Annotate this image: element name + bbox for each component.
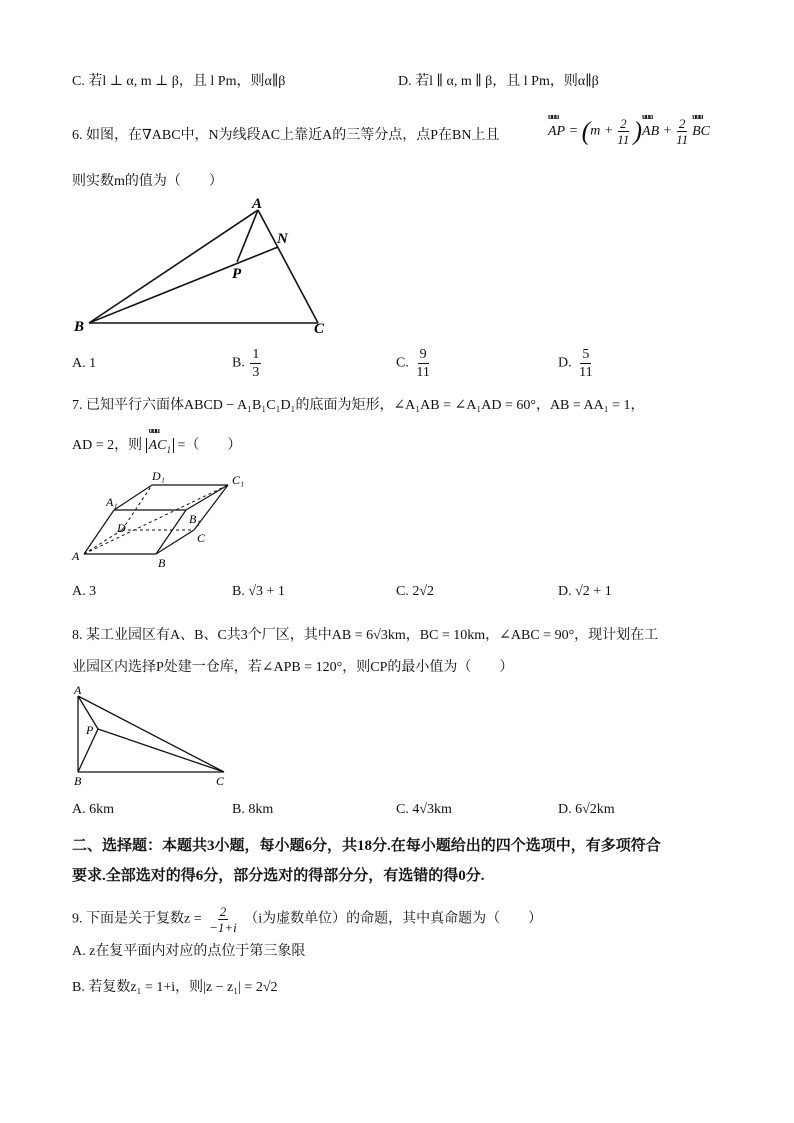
q8-label-a: A bbox=[74, 683, 82, 697]
q6-option-c bbox=[396, 346, 434, 381]
q8-label-c: C bbox=[216, 774, 225, 788]
q9-stem-text: 下面是关于复数z = bbox=[86, 911, 202, 927]
frac-2-11-a: $\frac{2}{11}$ bbox=[617, 116, 630, 147]
q8-triangle-figure bbox=[72, 684, 242, 789]
q7-label-d: D bbox=[117, 521, 126, 535]
q8-option-c-value: 4√3km bbox=[412, 802, 452, 817]
frac-5-11: $\frac{5}{11}$ bbox=[579, 347, 593, 380]
q7-stem-text-3: =（ ） bbox=[177, 438, 242, 453]
q7-option-c bbox=[396, 582, 434, 602]
q6-stem-line1 bbox=[72, 126, 499, 146]
q7-label-c: C bbox=[197, 531, 206, 545]
q7-option-d-label: D. bbox=[558, 584, 572, 599]
q5-option-c-text: 若l ⊥ α, m ⊥ β，且 l Pm，则α∥β bbox=[88, 74, 286, 89]
q7-option-c-label: C. bbox=[396, 584, 409, 599]
q6-triangle-figure bbox=[72, 198, 332, 338]
q8-option-c-label: C. bbox=[396, 802, 409, 817]
q7-option-c-value: 2√2 bbox=[412, 584, 435, 599]
q7-edge-bc bbox=[156, 530, 194, 554]
q8-label-b: B bbox=[74, 774, 82, 788]
q7-parallelepiped-figure bbox=[72, 470, 262, 575]
q7-option-a-label: A. bbox=[72, 584, 86, 599]
q6-option-a-value: 1 bbox=[89, 356, 97, 371]
q9-option-b-text: 若复数z₁ = 1+i，则|z − z₁| = 2√2 bbox=[88, 980, 278, 995]
q6-stem-text: 如图，在∇ABC中，N为线段AC上靠近A的三等分点，点P在BN上且 bbox=[86, 128, 500, 143]
frac-2-11-b: $\frac{2}{11}$ bbox=[676, 116, 689, 147]
q9-stem-text-2: （i为虚数单位）的命题，其中真命题为（ ） bbox=[244, 911, 543, 927]
q8-stem-line2 bbox=[72, 658, 513, 678]
frac-1-3: $\frac{1}{3}$ bbox=[252, 347, 260, 380]
q9-number: 9. bbox=[72, 911, 83, 927]
vec-ac1: uuu $AC_1$ bbox=[149, 436, 171, 460]
q8-option-b-label: B. bbox=[232, 802, 245, 817]
q7-label-a1: A₁ bbox=[106, 495, 118, 509]
q6-label-a: A bbox=[252, 196, 263, 212]
q8-option-b-value: 8km bbox=[248, 802, 274, 817]
q6-stem-text-2: 则实数m的值为（ ） bbox=[72, 174, 223, 189]
q9-option-a-label: A. bbox=[72, 944, 86, 959]
q8-number: 8. bbox=[72, 628, 83, 643]
q6-option-d-label: D. bbox=[558, 355, 572, 371]
q8-option-a-value: 6km bbox=[89, 802, 115, 817]
q7-label-b: B bbox=[158, 556, 166, 570]
q8-option-d bbox=[558, 800, 615, 820]
q7-option-a-value: 3 bbox=[89, 584, 97, 599]
q8-stem-line1 bbox=[72, 626, 658, 646]
q5-option-d-label: D. bbox=[398, 74, 412, 89]
q6-segment-bn bbox=[89, 247, 278, 323]
vec-bc: uuu BC bbox=[692, 122, 710, 142]
q8-option-a-label: A. bbox=[72, 802, 86, 817]
q7-stem-line1 bbox=[72, 396, 645, 416]
q8-option-c bbox=[396, 800, 452, 820]
vec-ab: uuu AB bbox=[642, 122, 659, 142]
q7-option-a bbox=[72, 582, 96, 602]
q7-stem-line2 bbox=[72, 436, 241, 460]
q6-option-a-label: A. bbox=[72, 356, 86, 371]
q6-label-n: N bbox=[277, 231, 288, 247]
q7-edge-bb1 bbox=[156, 510, 186, 554]
paren-open: ( bbox=[581, 116, 591, 146]
q8-option-a bbox=[72, 800, 114, 820]
q7-hidden-dd1 bbox=[122, 485, 152, 530]
q7-option-b bbox=[232, 582, 285, 602]
q7-option-b-label: B. bbox=[232, 584, 245, 599]
q8-stem-text-2: 业园区内选择P处建一仓库，若∠APB = 120°，则CP的最小值为（ ） bbox=[72, 660, 514, 675]
q7-option-d-value: √2 + 1 bbox=[575, 584, 612, 599]
q9-fraction: $\frac{2}{-1+i}$ bbox=[209, 904, 237, 935]
q6-vector-equation: uuu AP = (m + $\frac{2}{11}$ )uuu AB + $\frac{2}{11}$ uuu BC bbox=[548, 116, 710, 147]
q6-number: 6. bbox=[72, 128, 83, 143]
q8-option-b bbox=[232, 800, 273, 820]
q6-option-a bbox=[72, 354, 96, 374]
q6-stem-line2 bbox=[72, 172, 223, 192]
vec-ap: uuu AP bbox=[548, 122, 565, 142]
q6-option-b-label: B. bbox=[232, 355, 245, 371]
q7-vector-magnitude bbox=[146, 438, 174, 453]
q9-option-a-text: z在复平面内对应的点位于第三象限 bbox=[89, 944, 306, 959]
q6-label-c: C bbox=[314, 321, 325, 337]
q6-label-p: P bbox=[232, 266, 242, 282]
paren-close: ) bbox=[633, 116, 643, 146]
q8-stem-text: 某工业园区有A、B、C共3个厂区，其中AB = 6√3km，BC = 10km，∠ABC = 90°，现计划在工 bbox=[86, 628, 659, 643]
q7-label-d1: D₁ bbox=[152, 469, 165, 483]
q9-option-b bbox=[72, 978, 278, 998]
frac-9-11: $\frac{9}{11}$ bbox=[416, 347, 430, 380]
q9-option-b-label: B. bbox=[72, 980, 85, 995]
q7-edge-a1d1 bbox=[114, 485, 152, 510]
q6-label-b: B bbox=[74, 319, 85, 335]
q8-segment-cp bbox=[98, 729, 224, 772]
q7-option-d bbox=[558, 582, 612, 602]
q7-label-b1: B₁ bbox=[189, 512, 201, 526]
q7-label-a: A bbox=[72, 549, 80, 563]
q5-option-d bbox=[398, 72, 599, 92]
q6-option-b bbox=[232, 346, 263, 381]
q5-option-c bbox=[72, 72, 285, 92]
q7-number: 7. bbox=[72, 398, 83, 413]
q7-stem-text-2: AD = 2，则 bbox=[72, 438, 143, 453]
q8-label-p: P bbox=[86, 723, 94, 737]
q7-label-c1: C₁ bbox=[232, 473, 245, 487]
q8-option-d-value: 6√2km bbox=[575, 802, 615, 817]
q8-option-d-label: D. bbox=[558, 802, 572, 817]
q5-option-d-text: 若l ∥ α, m ∥ β，且 l Pm，则α∥β bbox=[415, 74, 599, 89]
q7-edge-aa1 bbox=[84, 510, 114, 554]
q6-edge-ac bbox=[258, 210, 318, 323]
q6-option-c-label: C. bbox=[396, 355, 409, 371]
q9-stem bbox=[72, 904, 542, 935]
q5-option-c-label: C. bbox=[72, 74, 85, 89]
q7-edge-b1c1 bbox=[186, 485, 228, 510]
q9-option-a bbox=[72, 942, 305, 962]
q7-option-b-value: √3 + 1 bbox=[248, 584, 285, 599]
q7-stem-text: 已知平行六面体ABCD − A₁B₁C₁D₁的底面为矩形，∠A₁AB = ∠A₁AD = 60°，AB = AA₁ = 1， bbox=[86, 398, 645, 413]
section2-header-line1: 二、选择题：本题共3小题，每小题6分，共18分.在每小题给出的四个选项中，有多项符合 bbox=[72, 838, 661, 854]
q8-edge-ac bbox=[78, 696, 224, 772]
section2-header-line2: 要求.全部选对的得6分，部分选对的得部分分，有选错的得0分. bbox=[72, 868, 485, 884]
q6-option-d bbox=[558, 346, 597, 381]
